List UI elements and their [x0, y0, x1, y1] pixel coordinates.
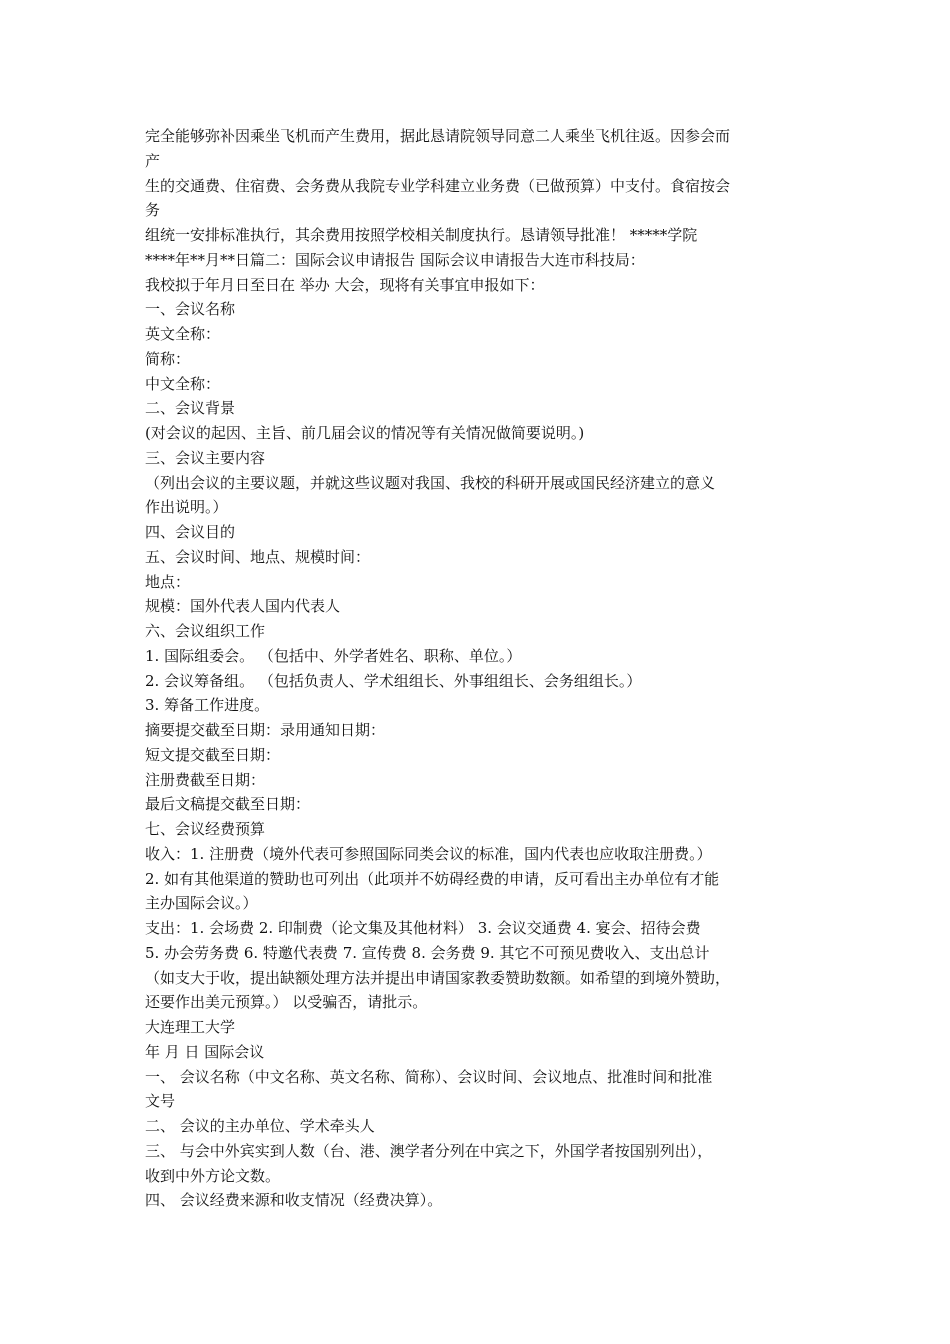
text-line: （如支大于收，提出缺额处理方法并提出申请国家教委赞助数额。如希望的到境外赞助，	[145, 968, 731, 987]
section-heading: 二、会议背景	[145, 399, 236, 418]
text-line: 支出：1. 会场费 2. 印制费（论文集及其他材料） 3. 会议交通费 4. 宴会、招待会费	[145, 919, 701, 937]
text-line: 文号	[145, 1092, 176, 1111]
text-line: 还要作出美元预算。） 以受骗否，请批示。	[145, 993, 428, 1012]
text-line: 1. 国际组委会。 （包括中、外学者姓名、职称、单位。）	[145, 646, 522, 665]
text-line: 完全能够弥补因乘坐飞机而产生费用，据此恳请院领导同意二人乘坐飞机往返。因参会而	[145, 127, 731, 145]
text-line: 大连理工大学	[145, 1018, 236, 1036]
text-line: 注册费截至日期：	[145, 770, 266, 789]
text-line: 3. 筹备工作进度。	[145, 696, 270, 715]
section-heading: 一、会议名称	[145, 300, 236, 319]
text-line: 5. 办会劳务费 6. 特邀代表费 7. 宣传费 8. 会务费 9. 其它不可预见费收入、支出总计	[145, 943, 710, 962]
document-body	[145, 124, 810, 1213]
text-line: 地点：	[145, 572, 191, 591]
text-line: 生的交通费、住宿费、会务费从我院专业学科建立业务费（已做预算）中支付。食宿按会	[145, 176, 731, 195]
text-line: (对会议的起因、主旨、前几届会议的情况等有关情况做简要说明。)	[145, 424, 585, 442]
text-line: 规模：国外代表人国内代表人	[145, 597, 341, 616]
text-line: 四、 会议经费来源和收支情况（经费决算）。	[145, 1191, 443, 1210]
text-line: 短文提交截至日期：	[145, 745, 281, 764]
text-line: ****年**月**日篇二：国际会议申请报告 国际会议申请报告大连市科技局：	[145, 250, 645, 269]
text-line: 2. 如有其他渠道的赞助也可列出（此项并不妨碍经费的申请，反可看出主办单位有才能	[145, 869, 720, 888]
text-line: 组统一安排标准执行，其余费用按照学校相关制度执行。恳请领导批准！ *****学院	[145, 226, 698, 244]
text-line: 务	[145, 201, 161, 220]
text-line: 我校拟于年月日至日在 举办 大会，现将有关事宜申报如下：	[145, 275, 545, 294]
text-line: 英文全称：	[145, 325, 221, 343]
text-line: 年 月 日 国际会议	[145, 1042, 265, 1061]
text-line: （列出会议的主要议题，并就这些议题对我国、我校的科研开展或国民经济建立的意义	[145, 473, 716, 492]
text-line: 收到中外方论文数。	[145, 1166, 281, 1185]
text-line: 二、 会议的主办单位、学术牵头人	[145, 1117, 375, 1135]
text-line: 简称：	[145, 349, 191, 368]
text-line: 摘要提交截至日期：录用通知日期：	[145, 721, 386, 739]
text-line: 作出说明。）	[145, 498, 228, 517]
text-line: 收入：1. 注册费（境外代表可参照国际同类会议的标准，国内代表也应收取注册费。）	[145, 844, 712, 863]
section-heading: 七、会议经费预算	[145, 820, 266, 838]
text-line: 2. 会议筹备组。 （包括负责人、学术组组长、外事组组长、会务组组长。）	[145, 671, 642, 690]
text-line: 最后文稿提交截至日期：	[145, 795, 311, 814]
text-line: 三、 与会中外宾实到人数（台、港、澳学者分列在中宾之下，外国学者按国别列出），	[145, 1141, 713, 1160]
text-line: 产	[145, 151, 161, 170]
text-line: 主办国际会议。）	[145, 894, 258, 913]
section-heading: 五、会议时间、地点、规模时间：	[145, 547, 371, 566]
text-line: 一、 会议名称（中文名称、英文名称、简称）、会议时间、会议地点、批准时间和批准	[145, 1067, 713, 1086]
section-heading: 六、会议组织工作	[145, 622, 266, 640]
text-line: 中文全称：	[145, 374, 221, 393]
section-heading: 四、会议目的	[145, 523, 236, 541]
section-heading: 三、会议主要内容	[145, 448, 266, 467]
